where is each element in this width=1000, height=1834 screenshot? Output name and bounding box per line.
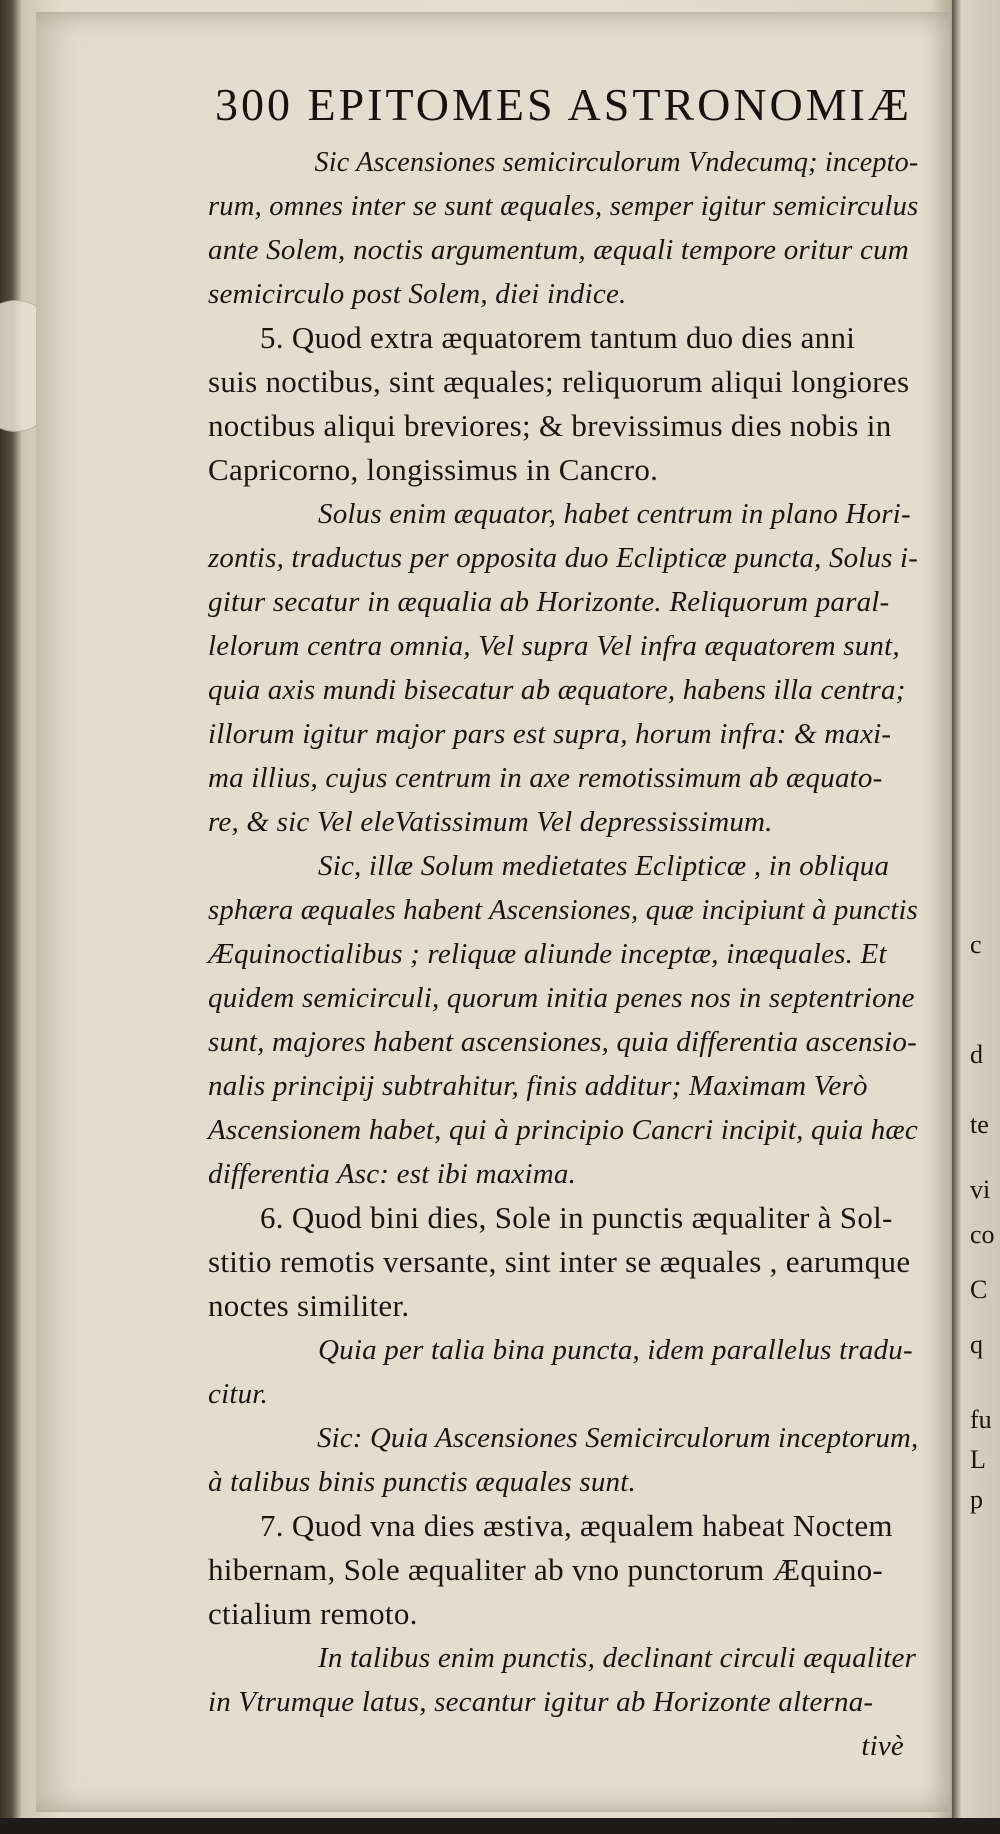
- adjacent-page-fragment: te: [970, 1110, 989, 1139]
- proposition-paragraph: [208, 316, 918, 492]
- commentary-paragraph: [208, 1636, 918, 1768]
- text-line: Quia per talia bina puncta, idem parallelus tradu-: [318, 1334, 913, 1366]
- catchword: tivè: [861, 1730, 904, 1762]
- text-line: quia axis mundi bisecatur ab æquatore, habens illa centra;: [208, 674, 906, 706]
- adjacent-page-fragment: vi: [970, 1175, 991, 1204]
- text-line: lelorum centra omnia, Vel supra Vel infra æquatorem sunt,: [208, 630, 900, 662]
- commentary-paragraph: [208, 844, 918, 1196]
- commentary-paragraph: [208, 1416, 918, 1504]
- commentary-paragraph: [208, 140, 918, 316]
- text-line: Sic, illæ Solum medietates Eclipticæ , in obliqua: [318, 850, 890, 882]
- text-line: illorum igitur major pars est supra, horum infra: & maxi-: [208, 718, 892, 750]
- text-line: noctes similiter.: [208, 1288, 410, 1323]
- commentary-paragraph: [208, 1328, 918, 1416]
- text-line: suis noctibus, sint æquales; reliquorum aliqui longiores: [208, 364, 910, 399]
- text-line: 5. Quod extra æquatorem tantum duo dies anni: [260, 320, 856, 355]
- adjacent-page-fragment: fu: [970, 1405, 992, 1434]
- adjacent-page-edge: [952, 0, 1000, 1834]
- text-line: ctialium remoto.: [208, 1596, 418, 1631]
- adjacent-page-fragment: p: [970, 1485, 983, 1514]
- text-line: sunt, majores habent ascensiones, quia differentia ascensio-: [208, 1026, 917, 1058]
- text-line: rum, omnes inter se sunt æquales, semper igitur semicirculus: [208, 190, 919, 222]
- text-line: gitur secatur in æqualia ab Horizonte. Reliquorum paral-: [208, 586, 890, 618]
- adjacent-page-fragment: d: [970, 1040, 983, 1069]
- text-line: hibernam, Sole æqualiter ab vno punctorum Æquino-: [208, 1552, 884, 1587]
- text-line: differentia Asc: est ibi maxima.: [208, 1158, 577, 1190]
- text-line: Ascensionem habet, qui à principio Cancri incipit, quia hæc: [208, 1114, 918, 1146]
- text-line: nalis principij subtrahitur, finis additur; Maximam Verò: [208, 1070, 868, 1102]
- text-line: ma illius, cujus centrum in axe remotissimum ab æquato-: [208, 762, 883, 794]
- commentary-paragraph: [208, 492, 918, 844]
- text-line: 6. Quod bini dies, Sole in punctis æqualiter à Sol-: [260, 1200, 893, 1235]
- proposition-paragraph: [208, 1504, 918, 1636]
- background-strip: [0, 1818, 1000, 1834]
- text-line: noctibus aliqui breviores; & brevissimus dies nobis in: [208, 408, 892, 443]
- text-line: re, & sic Vel eleVatissimum Vel depressissimum.: [208, 806, 773, 838]
- running-head: 300 EPITOMES ASTRONOMIÆ: [215, 79, 912, 130]
- adjacent-page-fragment: c: [970, 930, 982, 959]
- text-line: Solus enim æquator, habet centrum in plano Hori-: [318, 498, 911, 530]
- text-line: stitio remotis versante, sint inter se æquales , earumque: [208, 1244, 911, 1279]
- text-line: Sic Ascensiones semicirculorum Vndecumq; incepto-: [314, 146, 919, 178]
- text-line: sphæra æquales habent Ascensiones, quæ incipiunt à punctis: [208, 894, 918, 926]
- proposition-paragraph: [208, 1196, 918, 1328]
- text-line: semicirculo post Solem, diei indice.: [208, 278, 627, 310]
- text-line: zontis, traductus per opposita duo Eclipticæ puncta, Solus i-: [208, 542, 919, 574]
- text-line: Capricorno, longissimus in Cancro.: [208, 452, 659, 487]
- text-line: 7. Quod vna dies æstiva, æqualem habeat Noctem: [260, 1508, 893, 1543]
- text-line: quidem semicirculi, quorum initia penes nos in septentrione: [208, 982, 915, 1014]
- text-line: citur.: [208, 1378, 269, 1410]
- adjacent-page-fragment: C: [970, 1275, 988, 1304]
- text-line: Æquinoctialibus ; reliquæ aliunde inceptæ, inæquales. Et: [208, 938, 887, 970]
- text-line: ante Solem, noctis argumentum, æquali tempore oritur cum: [208, 234, 909, 266]
- text-line: In talibus enim punctis, declinant circuli æqualiter: [318, 1642, 917, 1674]
- text-line: Sic: Quia Ascensiones Semicirculorum inceptorum,: [317, 1422, 919, 1454]
- adjacent-page-fragment: q: [970, 1330, 983, 1359]
- adjacent-page-fragment: L: [970, 1445, 986, 1474]
- text-line: à talibus binis punctis æquales sunt.: [208, 1466, 636, 1498]
- text-line: in Vtrumque latus, secantur igitur ab Horizonte alterna-: [208, 1686, 874, 1718]
- adjacent-page-fragment: co: [970, 1220, 995, 1249]
